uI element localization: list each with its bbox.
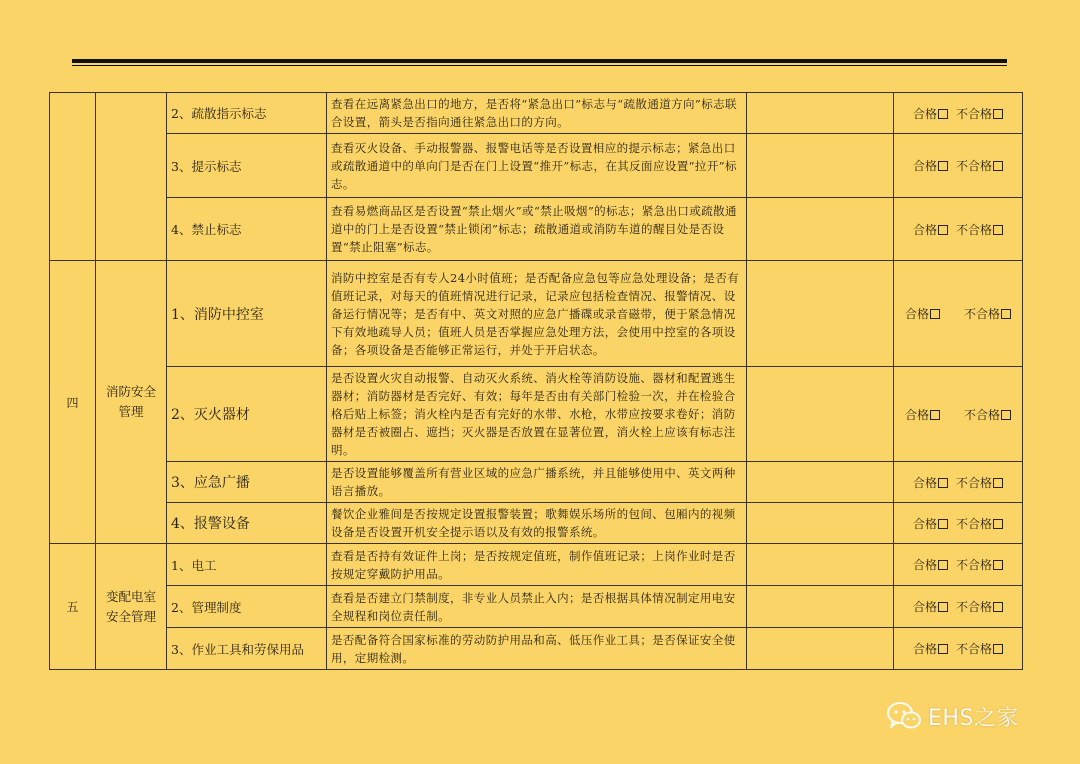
inspection-table [49,92,1023,670]
check-item: 1、电工 [167,544,327,586]
pass-label: 合格 [912,600,937,614]
section-number [50,93,96,261]
fail-label: 不合格 [956,475,993,490]
section-category [96,93,167,261]
fail-checkbox[interactable] [993,478,1003,488]
result-cell [894,198,1023,261]
pass-checkbox[interactable] [938,109,948,119]
check-requirement: 查看是否持有效证件上岗；是否按规定值班，制作值班记录；上岗作业时是否按规定穿戴防护用品。 [327,544,747,586]
pass-checkbox[interactable] [938,560,948,570]
table-row [50,462,1023,503]
fail-checkbox[interactable] [993,161,1003,171]
section-category: 消防安全管理 [96,261,167,544]
check-requirement: 消防中控室是否有专人24小时值班；是否配备应急包等应急处理设备；是否有值班记录，对每天的值班情况进行记录，记录应包括检查情况、报警情况、设备运行情况等；是否有中、英文对照的应急广播碟或录音磁带，便于紧急情况下有效地疏导人员；值班人员是否掌握应急处理方法，会使用中控室的各项设备；各项设备是否能够正常运行，并处于开启状态。 [327,261,747,367]
result-cell [894,544,1023,586]
section-number: 五 [50,544,96,670]
check-item: 4、报警设备 [167,503,327,544]
fail-label: 不合格 [956,159,993,173]
notes-cell [747,198,894,261]
watermark-text: EHS之家 [928,705,1019,731]
notes-cell [747,544,894,586]
fail-label: 不合格 [956,600,993,614]
pass-label: 合格 [912,475,937,490]
notes-cell [747,261,894,367]
result-cell [894,261,1023,367]
table-row [50,198,1023,261]
pass-checkbox[interactable] [938,602,948,612]
notes-cell [747,367,894,462]
fail-checkbox[interactable] [993,644,1003,654]
table-row [50,503,1023,544]
result-cell [894,586,1023,628]
pass-checkbox[interactable] [930,410,940,420]
check-item: 3、应急广播 [167,462,327,503]
fail-label: 不合格 [964,407,1001,422]
fail-checkbox[interactable] [993,602,1003,612]
result-cell [894,462,1023,503]
fail-checkbox[interactable] [993,109,1003,119]
check-item: 2、疏散指示标志 [167,93,327,134]
fail-label: 不合格 [956,222,993,237]
fail-label: 不合格 [956,106,993,121]
table-row [50,261,1023,367]
check-item: 2、灭火器材 [167,367,327,462]
pass-label: 合格 [912,159,937,173]
notes-cell [747,134,894,198]
header-rule-thick [72,59,1007,63]
section-category: 变配电室安全管理 [96,544,167,670]
table-row [50,586,1023,628]
pass-label: 合格 [912,642,937,656]
pass-label: 合格 [904,307,929,321]
fail-label: 不合格 [964,307,1001,321]
check-requirement: 是否设置火灾自动报警、自动灭火系统、消火栓等消防设施、器材和配置逃生器材；消防器材是否完好、有效；每年是否由有关部门检验一次，并在检验合格后贴上标签；消火栓内是否有完好的水带、水枪，水带应按要求卷好；消防器材是否被圈占、遮挡；灭火器是否放置在显著位置，消火栓上应该有标志注明。 [327,367,747,462]
pass-checkbox[interactable] [938,478,948,488]
fail-checkbox[interactable] [1001,410,1011,420]
notes-cell [747,628,894,670]
table-row [50,628,1023,670]
table-row [50,367,1023,462]
pass-label: 合格 [912,516,937,531]
result-cell [894,367,1023,462]
table-row [50,544,1023,586]
fail-checkbox[interactable] [993,519,1003,529]
notes-cell [747,93,894,134]
check-item: 1、消防中控室 [167,261,327,367]
check-requirement: 餐饮企业雅间是否按规定设置报警装置；歌舞娱乐场所的包间、包厢内的视频设备是否设置开机安全提示语以及有效的报警系统。 [327,503,747,544]
check-requirement: 查看灭火设备、手动报警器、报警电话等是否设置相应的提示标志；紧急出口或疏散通道中的单向门是否在门上设置“推开”标志，在其反面应设置“拉开”标志。 [327,134,747,198]
table-row [50,134,1023,198]
check-requirement: 查看易燃商品区是否设置“禁止烟火”或“禁止吸烟”的标志；紧急出口或疏散通道中的门上是否设置“禁止锁闭”标志；疏散通道或消防车道的醒目处是否设置“禁止阻塞”标志。 [327,198,747,261]
header-rule-thin [72,65,1007,66]
fail-label: 不合格 [956,558,993,572]
result-cell [894,628,1023,670]
check-item: 2、管理制度 [167,586,327,628]
pass-checkbox[interactable] [938,161,948,171]
fail-checkbox[interactable] [993,225,1003,235]
pass-checkbox[interactable] [938,519,948,529]
fail-checkbox[interactable] [993,560,1003,570]
fail-label: 不合格 [956,516,993,531]
wechat-icon [886,700,922,732]
check-requirement: 查看在远离紧急出口的地方，是否将“紧急出口”标志与“疏散通道方向”标志联合设置，箭头是否指向通往紧急出口的方向。 [327,93,747,134]
pass-checkbox[interactable] [938,644,948,654]
notes-cell [747,586,894,628]
check-item: 3、作业工具和劳保用品 [167,628,327,670]
pass-label: 合格 [912,222,937,237]
result-cell [894,503,1023,544]
check-requirement: 查看是否建立门禁制度，非专业人员禁止入内；是否根据具体情况制定用电安全规程和岗位责任制。 [327,586,747,628]
pass-label: 合格 [904,407,929,422]
section-number: 四 [50,261,96,544]
notes-cell [747,503,894,544]
watermark [886,696,1019,736]
fail-label: 不合格 [956,642,993,656]
pass-label: 合格 [912,558,937,572]
pass-checkbox[interactable] [930,309,940,319]
notes-cell [747,462,894,503]
check-item: 3、提示标志 [167,134,327,198]
pass-checkbox[interactable] [938,225,948,235]
pass-label: 合格 [912,106,937,121]
table-row [50,93,1023,134]
check-item: 4、禁止标志 [167,198,327,261]
result-cell [894,134,1023,198]
result-cell [894,93,1023,134]
fail-checkbox[interactable] [1001,309,1011,319]
check-requirement: 是否设置能够覆盖所有营业区域的应急广播系统，并且能够使用中、英文两种语言播放。 [327,462,747,503]
check-requirement: 是否配备符合国家标准的劳动防护用品和高、低压作业工具；是否保证安全使用，定期检测。 [327,628,747,670]
